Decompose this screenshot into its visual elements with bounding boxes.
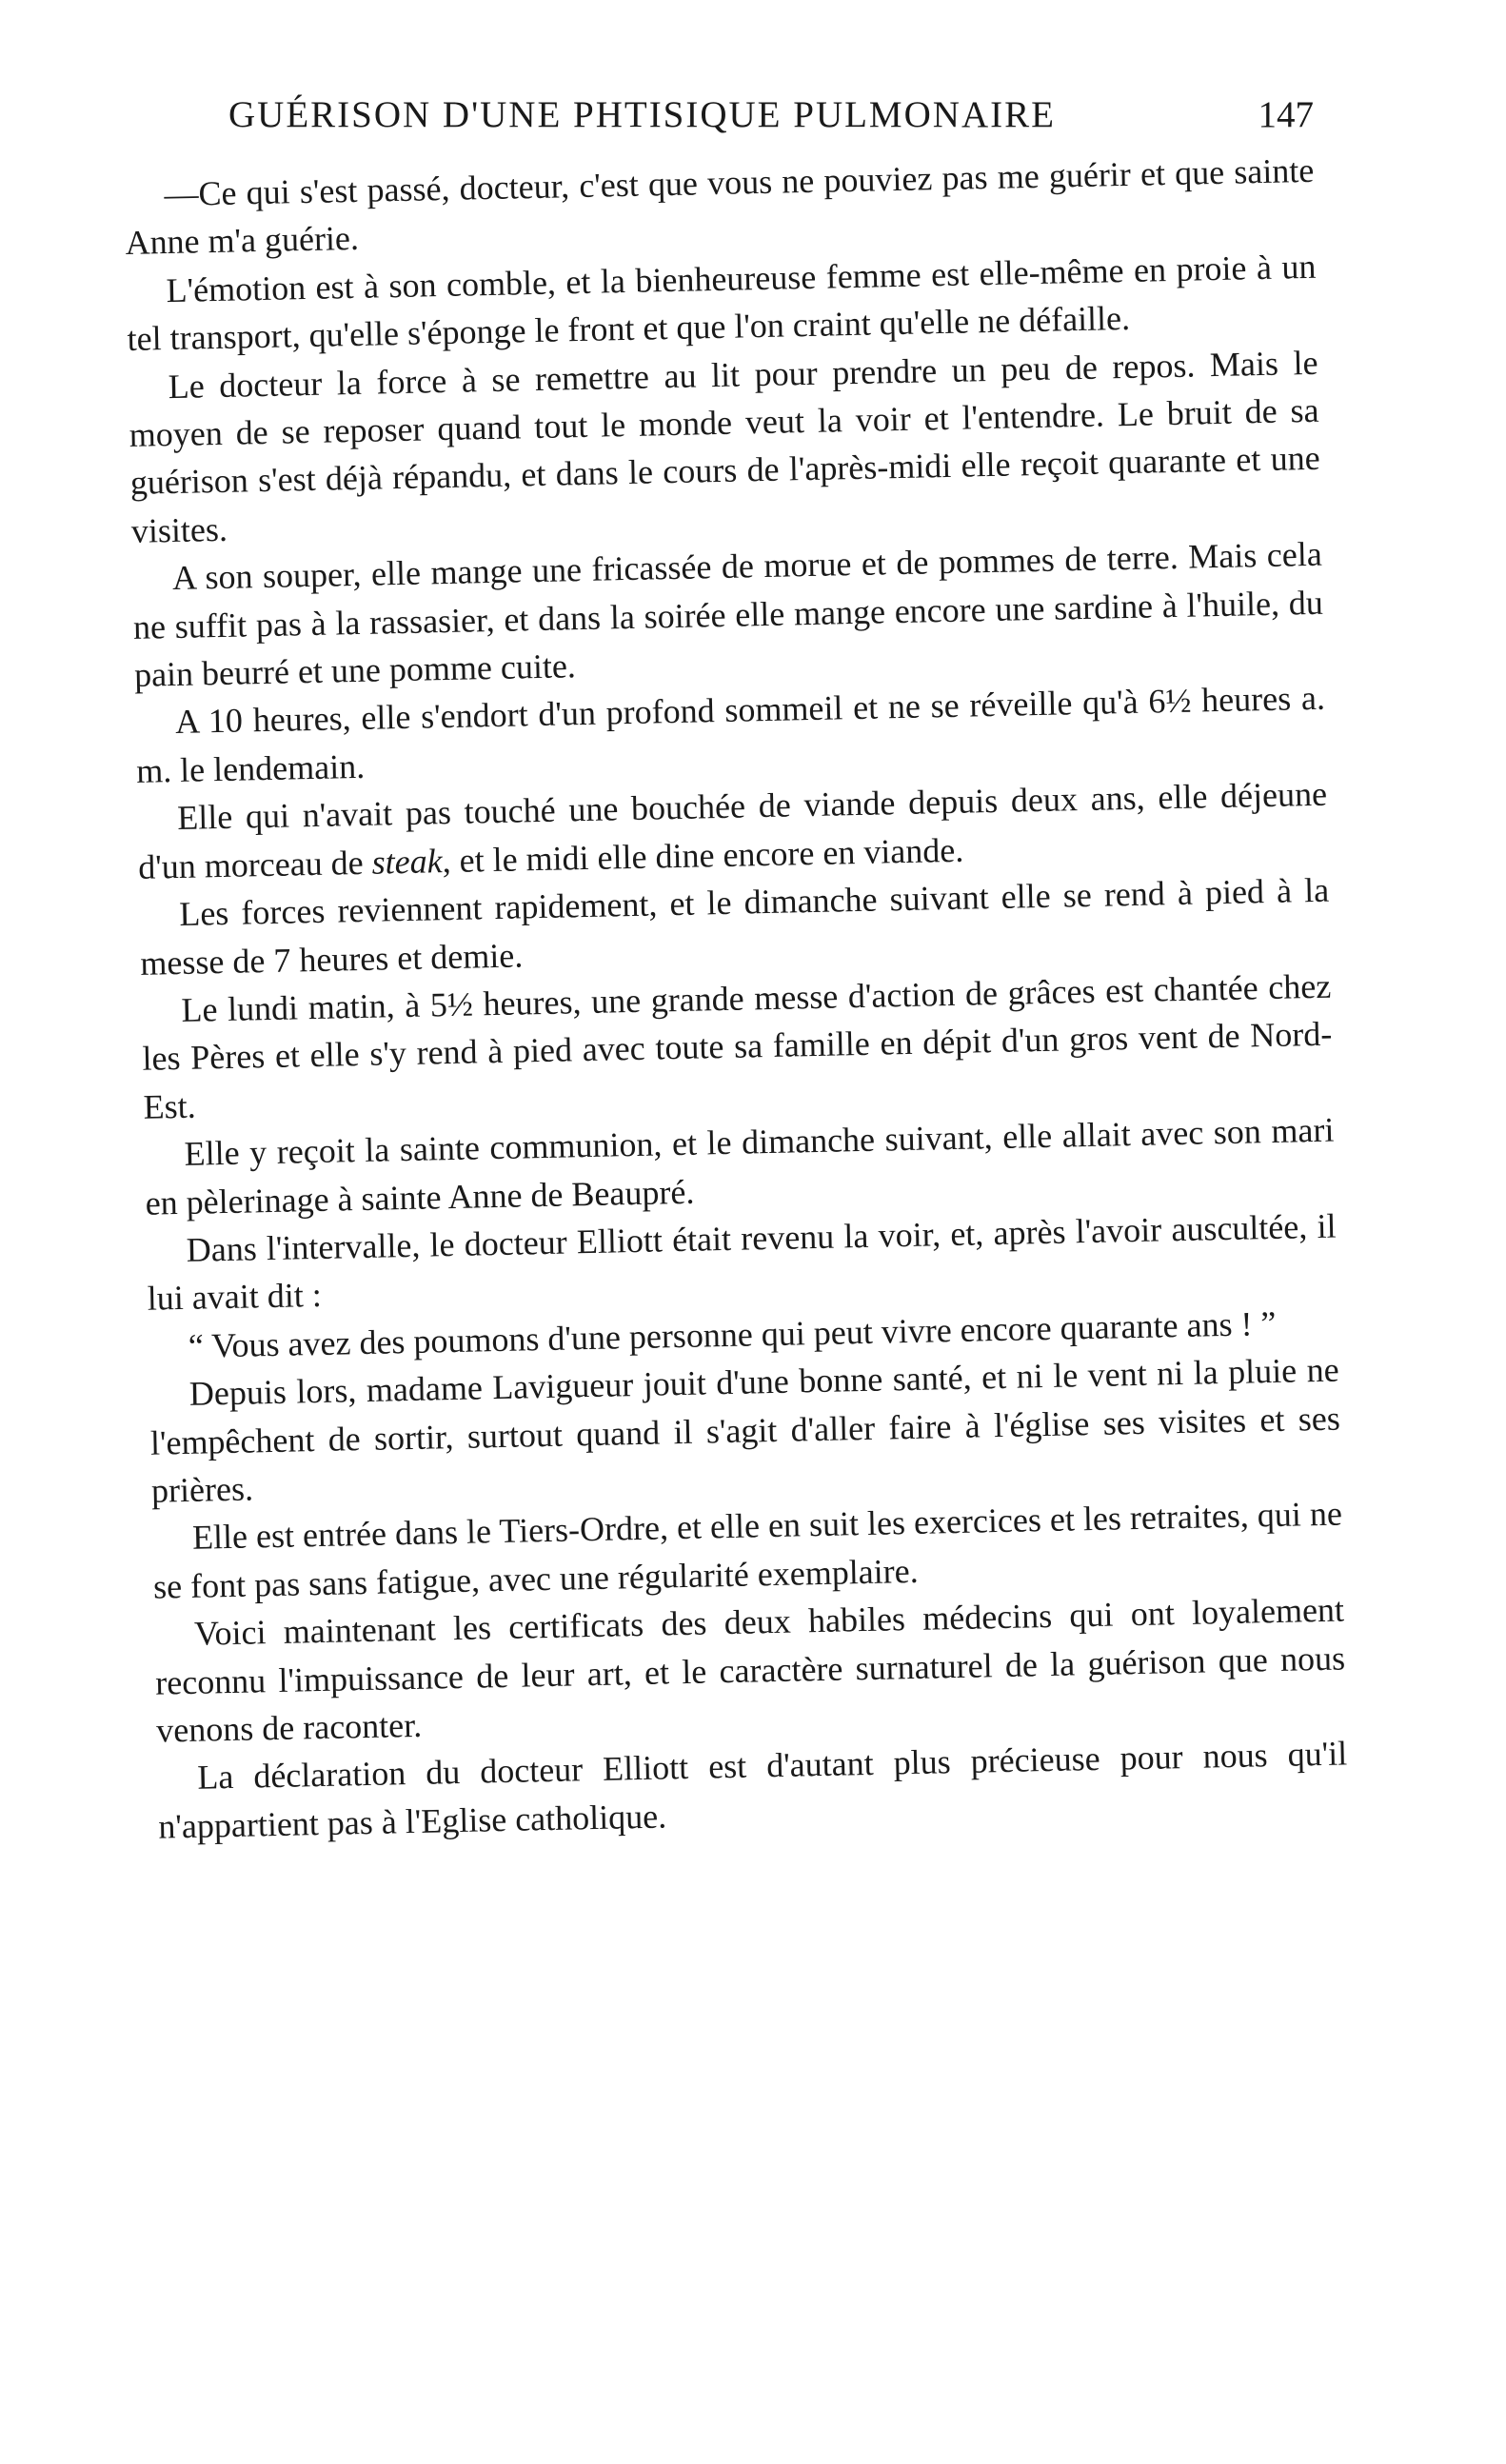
paragraph: A son souper, elle mange une fricassée de morue et de pommes de terre. Mais cela ne suffit pas à la rassasier, et dans la soirée elle mange encore une sardine à l'huile, du pain beurré et une pomme cuite. [132,534,1324,694]
paragraph: Le lundi matin, à 5½ heures, une grande messe d'action de grâces est chantée chez les Pères et elle s'y rend à pied avec toute sa famille en dépit d'un gros vent de Nord-Est. [142,966,1333,1126]
italic-word: steak [371,841,444,882]
paragraph-text: , et le midi elle dine encore en viande. [442,830,964,880]
paragraph: —Ce qui s'est passé, docteur, c'est que vous ne pouviez pas me guérir et que sainte Anne m'a guérie. [125,150,1315,263]
page-number: 147 [1258,94,1314,135]
paragraph: Les forces reviennent rapidement, et le dimanche suivant elle se rend à pied à la messe de 7 heures et demie. [139,870,1330,983]
paragraph: Elle est entrée dans le Tiers-Ordre, et elle en suit les exercices et les retraites, qui ne se font pas sans fatigue, avec une régularité exemplaire. [152,1494,1343,1606]
page-header [124,93,1314,150]
paragraph: A 10 heures, elle s'endort d'un profond sommeil et ne se réveille qu'à 6½ heures a. m. le lendemain. [135,679,1326,790]
paragraph: Le docteur la force à se remettre au lit pour prendre un peu de repos. Mais le moyen de se reposer quand tout le monde veut la voir et l'entendre. Le bruit de sa guérison s'est déjà répandu, et dans le cours de l'après-midi elle reçoit quarante et une visites. [129,343,1321,550]
paragraph: Dans l'intervalle, le docteur Elliott était revenu la voir, et, après l'avoir auscultée, il lui avait dit : [147,1206,1337,1319]
paragraph: L'émotion est à son comble, et la bienheureuse femme est elle-même en proie à un tel transport, qu'elle s'éponge le front et que l'on craint qu'elle ne défaille. [127,247,1317,359]
paragraph: Voici maintenant les certificats des deux habiles médecins qui ont loyalement reconnu l'impuissance de leur art, et le caractère surnaturel de la guérison que nous venons de raconter. [154,1590,1346,1750]
body-text [124,147,1353,2057]
paragraph: La déclaration du docteur Elliott est d'autant plus précieuse pour nous qu'il n'appartient pas à l'Eglise catholique. [157,1734,1348,1846]
running-title: GUÉRISON D'UNE PHTISIQUE PULMONAIRE [228,94,1056,135]
paragraph-text: Elle qui n'avait pas touché une bouchée de viande depuis deux ans, elle déjeune d'un morceau de [137,774,1328,886]
paragraph: Elle y reçoit la sainte communion, et le dimanche suivant, elle allait avec son mari en pèlerinage à sainte Anne de Beaupré. [145,1110,1335,1222]
paragraph: Depuis lors, madame Lavigueur jouit d'une bonne santé, et ni le vent ni la pluie ne l'empêchent de sortir, surtout quand il s'agit d'aller faire à l'église ses visites et ses prières. [149,1350,1341,1510]
quotation: “ Vous avez des poumons d'une personne qui peut vivre encore quarante ans ! ” [188,1303,1277,1365]
